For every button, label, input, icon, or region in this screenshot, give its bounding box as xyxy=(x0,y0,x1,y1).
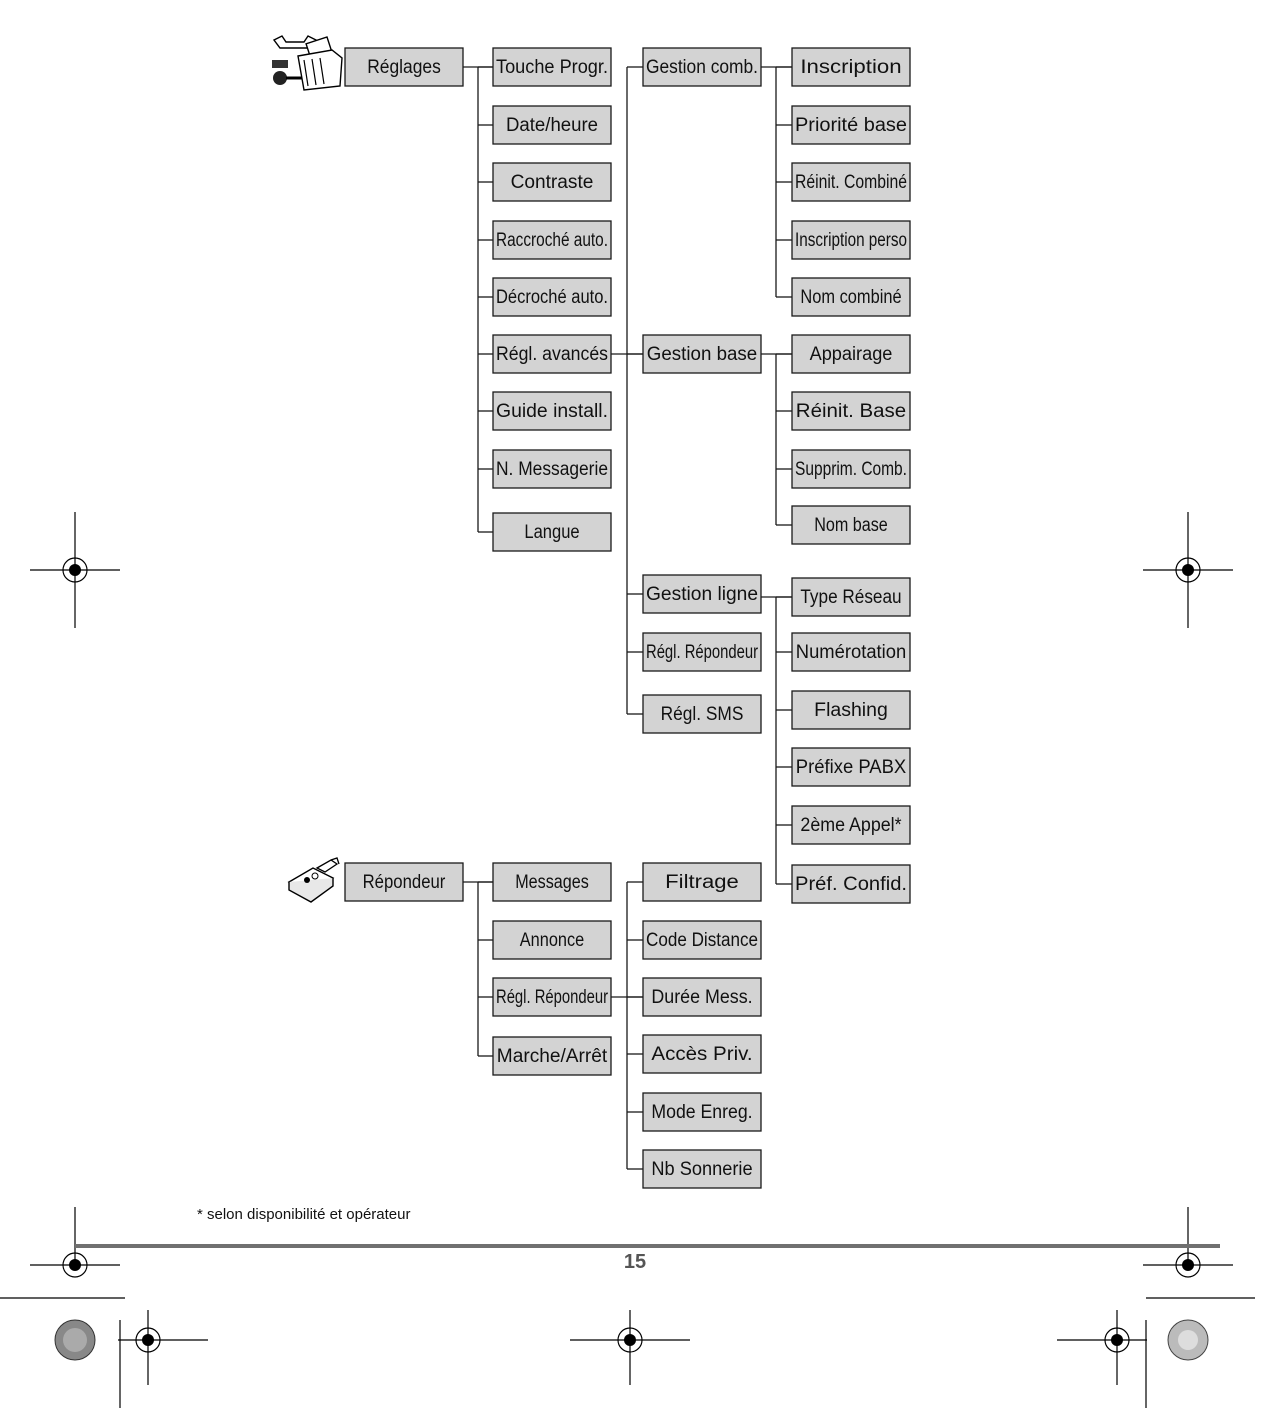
menu-item-duree-mess-label: Durée Mess. xyxy=(651,987,753,1008)
menu-item-reinit-combine xyxy=(792,163,910,201)
menu-item-inscription-label: Inscription xyxy=(800,57,902,78)
menu-item-reinit-combine-label: Réinit. Combiné xyxy=(795,172,907,193)
menu-item-decroche-auto-label: Décroché auto. xyxy=(496,287,608,308)
menu-item-rep-annonce-label: Annonce xyxy=(519,930,585,951)
menu-item-nom-base-label: Nom base xyxy=(814,515,888,536)
menu-item-2eme-appel xyxy=(792,806,910,844)
menu-item-inscription xyxy=(792,48,910,86)
menu-item-raccroche-auto xyxy=(493,221,611,259)
settings-tools-icon xyxy=(272,36,342,90)
menu-item-rep-regl-repondeur-label: Régl. Répondeur xyxy=(496,987,609,1008)
menu-item-nom-combine xyxy=(792,278,910,316)
menu-item-regl-avances xyxy=(493,335,611,373)
menu-item-rep-regl-repondeur xyxy=(493,978,611,1016)
menu-item-pref-confid xyxy=(792,865,910,903)
menu-item-rep-annonce xyxy=(493,921,611,959)
menu-item-regl-sms xyxy=(643,695,761,733)
menu-item-mode-enreg-label: Mode Enreg. xyxy=(651,1102,753,1123)
menu-item-reinit-base xyxy=(792,392,910,430)
menu-item-acces-priv-label: Accès Priv. xyxy=(651,1044,753,1065)
menu-item-filtrage-label: Filtrage xyxy=(665,872,739,893)
menu-root-repondeur-label: Répondeur xyxy=(362,872,446,893)
footnote: * selon disponibilité et opérateur xyxy=(197,1206,411,1223)
menu-item-date-heure xyxy=(493,106,611,144)
menu-item-flashing-label: Flashing xyxy=(814,700,888,721)
menu-item-nb-sonnerie-label: Nb Sonnerie xyxy=(651,1159,753,1180)
menu-item-nom-base xyxy=(792,506,910,544)
menu-item-filtrage xyxy=(643,863,761,901)
menu-item-pref-confid-label: Préf. Confid. xyxy=(795,874,907,895)
menu-root-reglages-label: Réglages xyxy=(367,57,441,78)
menu-item-flashing xyxy=(792,691,910,729)
menu-item-nb-sonnerie xyxy=(643,1150,761,1188)
menu-item-code-distance-label: Code Distance xyxy=(646,930,758,951)
menu-item-langue-label: Langue xyxy=(524,522,580,543)
menu-item-priorite-base xyxy=(792,106,910,144)
menu-item-inscription-perso-label: Inscription perso xyxy=(795,230,907,251)
menu-item-mode-enreg xyxy=(643,1093,761,1131)
menu-item-gestion-ligne-label: Gestion ligne xyxy=(646,584,758,605)
menu-item-decroche-auto xyxy=(493,278,611,316)
answering-machine-icon xyxy=(289,858,339,902)
menu-item-type-reseau xyxy=(792,578,910,616)
menu-item-appairage-label: Appairage xyxy=(809,344,893,365)
page-number: 15 xyxy=(623,1251,647,1273)
menu-item-acces-priv xyxy=(643,1035,761,1073)
menu-item-numerotation-label: Numérotation xyxy=(795,642,907,663)
menu-item-gestion-comb-label: Gestion comb. xyxy=(646,57,758,78)
menu-root-repondeur xyxy=(345,863,463,901)
menu-item-gestion-base xyxy=(643,335,761,373)
menu-item-rep-marche-arret-label: Marche/Arrêt xyxy=(496,1046,608,1067)
menu-item-duree-mess xyxy=(643,978,761,1016)
menu-item-touche-progr-label: Touche Progr. xyxy=(496,57,608,78)
menu-item-contraste xyxy=(493,163,611,201)
menu-item-touche-progr xyxy=(493,48,611,86)
menu-item-guide-install-label: Guide install. xyxy=(496,401,608,422)
menu-item-code-distance xyxy=(643,921,761,959)
menu-item-prefixe-pabx xyxy=(792,748,910,786)
menu-root-reglages xyxy=(345,48,463,86)
menu-item-supprim-comb xyxy=(792,450,910,488)
menu-item-rep-marche-arret xyxy=(493,1037,611,1075)
menu-item-rep-messages xyxy=(493,863,611,901)
menu-item-numerotation xyxy=(792,633,910,671)
menu-item-priorite-base-label: Priorité base xyxy=(795,115,907,136)
menu-item-gestion-base-label: Gestion base xyxy=(646,344,758,365)
menu-item-raccroche-auto-label: Raccroché auto. xyxy=(496,230,608,251)
menu-item-prefixe-pabx-label: Préfixe PABX xyxy=(795,757,907,778)
menu-item-rep-messages-label: Messages xyxy=(515,872,589,893)
menu-item-guide-install xyxy=(493,392,611,430)
menu-item-regl-sms-label: Régl. SMS xyxy=(660,704,744,725)
menu-item-2eme-appel-label: 2ème Appel* xyxy=(800,815,903,836)
menu-item-supprim-comb-label: Supprim. Comb. xyxy=(795,459,907,480)
menu-item-nom-combine-label: Nom combiné xyxy=(800,287,902,308)
menu-item-regl-avances-label: Régl. avancés xyxy=(496,344,608,365)
menu-item-inscription-perso xyxy=(792,221,910,259)
menu-item-gestion-comb xyxy=(643,48,761,86)
menu-item-n-messagerie-label: N. Messagerie xyxy=(496,459,608,480)
menu-item-appairage xyxy=(792,335,910,373)
menu-item-type-reseau-label: Type Réseau xyxy=(800,587,902,608)
menu-item-reinit-base-label: Réinit. Base xyxy=(795,401,907,422)
menu-item-n-messagerie xyxy=(493,450,611,488)
menu-item-regl-repondeur-label: Régl. Répondeur xyxy=(646,642,759,663)
menu-item-gestion-ligne xyxy=(643,575,761,613)
menu-item-date-heure-label: Date/heure xyxy=(506,115,598,136)
menu-item-langue xyxy=(493,513,611,551)
menu-item-regl-repondeur xyxy=(643,633,761,671)
menu-item-contraste-label: Contraste xyxy=(510,172,594,193)
footer-rule xyxy=(75,1244,1220,1248)
